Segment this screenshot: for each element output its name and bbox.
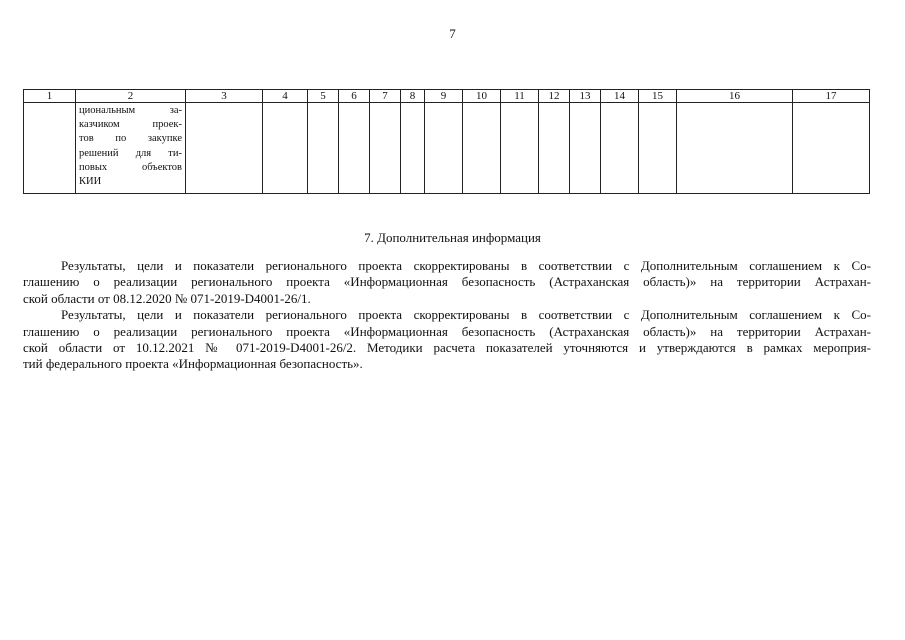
paragraph-line: ской области от 08.12.2020 № 071-2019-D4001-26/1. xyxy=(23,290,311,306)
table-cell xyxy=(263,103,308,194)
table-cell-description xyxy=(76,103,186,194)
column-header: 5 xyxy=(308,90,339,103)
column-header: 4 xyxy=(263,90,308,103)
table-cell xyxy=(570,103,601,194)
column-header: 1 xyxy=(24,90,76,103)
paragraph-1 xyxy=(23,258,871,307)
column-header: 7 xyxy=(370,90,401,103)
cell-text-line: КИИ xyxy=(79,175,102,187)
page-number: 7 xyxy=(449,26,456,41)
table-cell xyxy=(186,103,263,194)
table-cell xyxy=(601,103,639,194)
paragraph-line: ской области от 10.12.2021 № 071-2019-D4001-26/2. Методики расчета показателей уточняются и утверждаются в рамках мероприя- xyxy=(23,339,871,355)
table-cell xyxy=(308,103,339,194)
column-header: 17 xyxy=(793,90,870,103)
data-table xyxy=(23,89,870,194)
column-header: 2 xyxy=(76,90,186,103)
table-row xyxy=(24,103,870,194)
cell-text-line: циональным за- xyxy=(79,105,182,116)
table-cell xyxy=(501,103,539,194)
section-title: 7. Дополнительная информация xyxy=(364,230,541,245)
column-header: 16 xyxy=(677,90,793,103)
table-cell xyxy=(677,103,793,194)
cell-text-line: решений для ти- xyxy=(79,147,182,159)
table-container xyxy=(23,89,870,194)
column-header: 11 xyxy=(501,90,539,103)
column-header: 13 xyxy=(570,90,601,103)
table-cell xyxy=(425,103,463,194)
column-header: 9 xyxy=(425,90,463,103)
paragraph-2 xyxy=(23,307,871,373)
column-header: 15 xyxy=(639,90,677,103)
table-cell xyxy=(463,103,501,194)
table-cell xyxy=(539,103,570,194)
cell-text-line: повых объектов xyxy=(79,161,182,173)
table-header-row xyxy=(24,90,870,103)
column-header: 10 xyxy=(463,90,501,103)
paragraph-line: Результаты, цели и показатели регионального проекта скорректированы в соответствии с Дополнительным соглашением к Со- xyxy=(61,258,871,273)
table-cell xyxy=(370,103,401,194)
column-header: 14 xyxy=(601,90,639,103)
cell-text-line: тов по закупке xyxy=(79,133,182,145)
paragraph-line: глашению о реализации регионального проекта «Информационная безопасность (Астраханская область)» на территории Астрахан- xyxy=(23,323,871,339)
table-cell xyxy=(24,103,76,194)
table-cell xyxy=(401,103,425,194)
column-header: 3 xyxy=(186,90,263,103)
paragraph-line: Результаты, цели и показатели регионального проекта скорректированы в соответствии с Дополнительным соглашением к Со- xyxy=(61,307,871,323)
column-header: 6 xyxy=(339,90,370,103)
column-header: 8 xyxy=(401,90,425,103)
section-body xyxy=(23,258,871,373)
cell-text-line: казчиком проек- xyxy=(79,119,182,131)
paragraph-line: глашению о реализации регионального проекта «Информационная безопасность (Астраханская область)» на территории Астрахан- xyxy=(23,274,871,290)
table-cell xyxy=(639,103,677,194)
paragraph-line: тий федерального проекта «Информационная безопасность». xyxy=(23,356,363,372)
table-cell xyxy=(339,103,370,194)
table-cell xyxy=(793,103,870,194)
column-header: 12 xyxy=(539,90,570,103)
